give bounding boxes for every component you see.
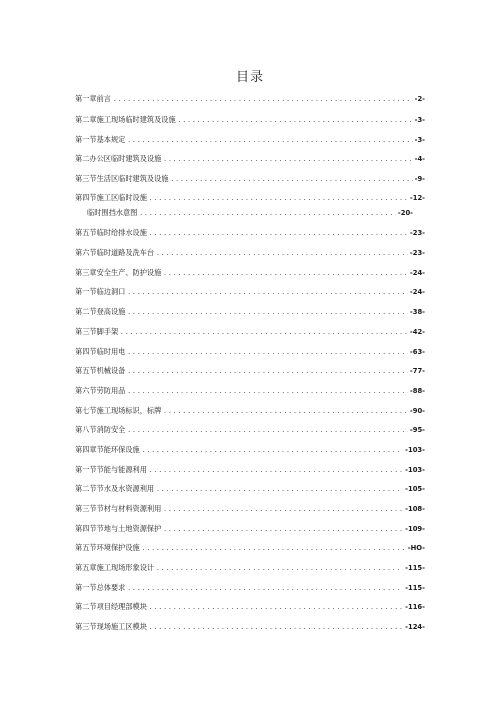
toc-entry-label: 第三章安全生产、防护设施 [75,267,162,277]
toc-entry[interactable] [75,562,425,574]
toc-entry-label: 第二节节水及水资源利用 [75,484,155,493]
toc-entry[interactable] [75,286,425,298]
toc-entry-page: -23- [409,248,425,257]
dot-leader [149,622,403,634]
toc-entry-page: -103- [405,445,425,454]
toc-entry[interactable] [75,405,425,417]
toc-entry[interactable] [75,346,425,358]
toc-entry-page: -90- [409,406,425,415]
dot-leader [127,135,412,147]
toc-entry-label: 第三节现场施工区模块 [75,622,147,631]
dot-leader [127,425,408,437]
toc-entry-page: -9- [414,174,425,183]
toc-entry[interactable] [75,503,425,515]
toc-entry[interactable] [75,621,425,633]
dot-leader [163,154,412,166]
toc-entry-label: 第三节脚手架 [75,326,119,336]
dot-leader [139,208,396,220]
toc-entry-page: -63- [409,347,425,356]
toc-entry[interactable] [75,601,425,613]
toc-entry[interactable] [75,464,425,476]
toc-entry[interactable] [75,153,425,165]
toc-entry-page: -3- [414,135,425,144]
toc-entry[interactable] [75,93,425,105]
dot-leader [120,327,408,339]
toc-entry-label: 第七节施工现场标识，标牌 [75,405,162,415]
toc-entry[interactable] [75,582,425,594]
dot-leader [127,347,408,359]
toc-entry-page: -103- [405,465,425,474]
toc-entry[interactable] [75,444,425,456]
toc-entry-label: 第二节项目经理部模块 [75,602,147,611]
toc-entry-label: 第二章施工现场临时建筑及设施 [75,114,176,124]
dot-leader [149,602,403,614]
toc-entry-page: -4- [414,155,425,163]
toc-entry-label: 第四章节能环保设施 [75,444,140,454]
toc-entry-label: 第二节登高设施 [75,307,126,316]
toc-entry-page: -24- [409,288,425,296]
toc-entry-label: 第六节劳防用品 [75,385,126,395]
toc-entry-label: 第四节节地与土地资源保护 [75,523,162,533]
toc-entry-label: 第一节节能与能源利用 [75,464,147,474]
dot-leader [163,504,403,516]
toc-entry-page: -108- [405,505,425,513]
toc-entry[interactable] [75,173,425,185]
toc-entry-page: -105- [405,485,425,493]
toc-entry-label: 第一节总体要求 [75,582,126,592]
dot-leader [142,445,403,457]
toc-entry-label: 第四节临时用电 [75,346,126,356]
toc-entry[interactable] [75,192,425,204]
toc-entry[interactable] [75,326,425,338]
toc-entry[interactable] [75,114,425,126]
dot-leader [170,174,412,186]
toc-entry-label: 第三节节材与材料资源利用 [75,504,162,513]
toc-entry-page: -88- [409,386,425,395]
toc-entry-page: -12- [409,194,425,202]
toc-entry-page: -124- [405,623,425,631]
toc-entry-label: 第五节机械设备 [75,366,126,375]
toc-entry-label: 第五章施工现场形象设计 [75,563,155,572]
dot-leader [149,465,403,477]
dot-leader [163,406,408,418]
toc-entry-page: -2- [414,95,425,103]
toc-entry-label: 第八节消防安全 [75,425,126,434]
dot-leader [156,484,403,496]
dot-leader [127,307,408,319]
toc-entry-label: 临时围挡水意图 [87,208,138,217]
toc-entry-page: -115- [405,583,425,592]
toc-entry[interactable] [75,227,425,239]
toc-entry-page: -23- [409,229,425,237]
dot-leader [156,248,408,260]
toc-entry[interactable] [75,483,425,495]
dot-leader [178,115,413,127]
toc-entry-page: -42- [409,327,425,336]
toc-entry[interactable] [75,365,425,377]
dot-leader [149,193,408,205]
dot-leader [163,268,408,280]
toc-entry-page: -3- [414,115,425,124]
toc-entry-label: 第五节临时给排水设施 [75,228,147,237]
toc-entry-page: -HO- [407,544,425,552]
page-title: 目录 [235,70,264,85]
dot-leader [127,583,403,595]
toc-entry[interactable] [75,134,425,146]
toc-entry-label: 第一节基本规定 [75,134,126,144]
toc-entry-label: 第一章前言 [75,94,111,103]
toc-entry[interactable] [75,385,425,397]
toc-entry-page: -20- [397,209,413,217]
toc-entry-page: -109- [405,524,425,533]
toc-entry-page: -24- [409,268,425,277]
dot-leader [163,524,403,536]
toc-entry[interactable] [75,306,425,318]
toc-entry-label: 第三节生活区临时建筑及设施 [75,173,169,183]
toc-entry[interactable] [75,267,425,279]
dot-leader [156,563,403,575]
dot-leader [127,386,408,398]
toc-entry-page: -77- [409,367,425,375]
toc-entry[interactable] [75,247,425,259]
toc-entry-label: 第五节环境保护设施 [75,543,140,552]
toc-entry-label: 第六节临时道路及洗车台 [75,247,155,257]
toc-entry-page: -95- [409,426,425,434]
toc-entry[interactable] [75,523,425,535]
dot-leader [149,228,408,240]
toc-entry-label: 第四节施工区临时设施 [75,193,147,202]
toc-entry-page: -115- [405,564,425,572]
toc-entry[interactable] [75,424,425,436]
toc-entry-page: -116- [405,603,425,611]
dot-leader [142,543,406,555]
dot-leader [113,94,413,106]
toc-entry-page: -38- [409,308,425,316]
toc-entry[interactable] [87,207,413,219]
toc-entry-label: 第二办公区临时建筑及设施 [75,154,162,163]
toc-entry[interactable] [75,542,425,554]
dot-leader [127,366,408,378]
toc-entry-label: 第一节临边洞口 [75,287,126,296]
dot-leader [127,287,408,299]
